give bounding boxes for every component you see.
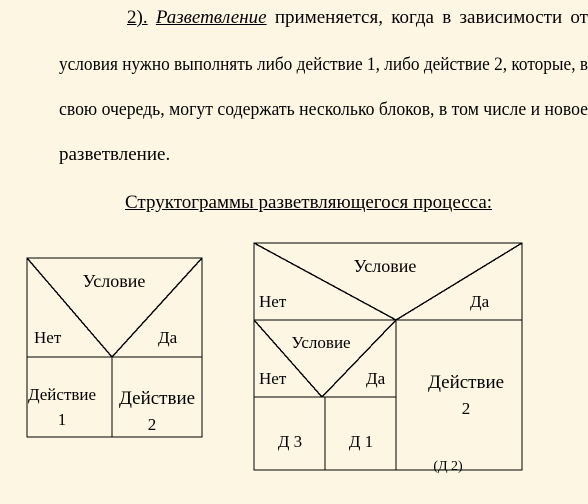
diagram2-inner-yes: Да (366, 369, 386, 388)
word: от (570, 7, 588, 28)
diagram2-d1: Д 1 (348, 432, 374, 451)
diagram1-yes: Да (158, 328, 178, 347)
diagram2-d3: Д 3 (277, 432, 303, 451)
word: в (442, 7, 452, 28)
paragraph-line-2: условия нужно выполнять либо действие 1, либо действие 2, которые, в (59, 54, 588, 75)
diagram1-action1-line1: Действие (27, 385, 97, 404)
diagram1-action1-line2: 1 (57, 410, 67, 429)
diagram2-inner-no: Нет (259, 369, 287, 388)
diagram2-condition: Условие (353, 256, 417, 276)
diagram2-diagonal-right (396, 243, 522, 320)
diagram2-action-line1: Действие (427, 372, 505, 393)
term-branching: Разветвление (155, 7, 267, 28)
diagram2-yes: Да (470, 292, 490, 311)
item-number: 2). (127, 7, 148, 28)
diagram2-action-line2: 2 (461, 399, 471, 418)
paragraph-line-4: разветвление. (59, 144, 171, 165)
diagram2-inner-condition: Условие (291, 333, 351, 352)
paragraph-line-3: свою очередь, могут содержать несколько блоков, в том числе и новое (59, 99, 588, 120)
word: когда (391, 7, 434, 28)
diagram1-condition: Условие (82, 271, 146, 291)
diagram1-action2-line1: Действие (118, 388, 196, 409)
diagram2-cut-text: (Д 2) (433, 459, 463, 474)
diagram1-action2-line2: 2 (147, 415, 157, 434)
diagram2-no: Нет (259, 292, 287, 311)
word: зависимости (459, 7, 563, 28)
diagrams-caption: Структограммы разветвляющегося процесса: (125, 192, 493, 213)
word: применяется, (274, 7, 383, 28)
diagram1-no: Нет (34, 328, 62, 347)
